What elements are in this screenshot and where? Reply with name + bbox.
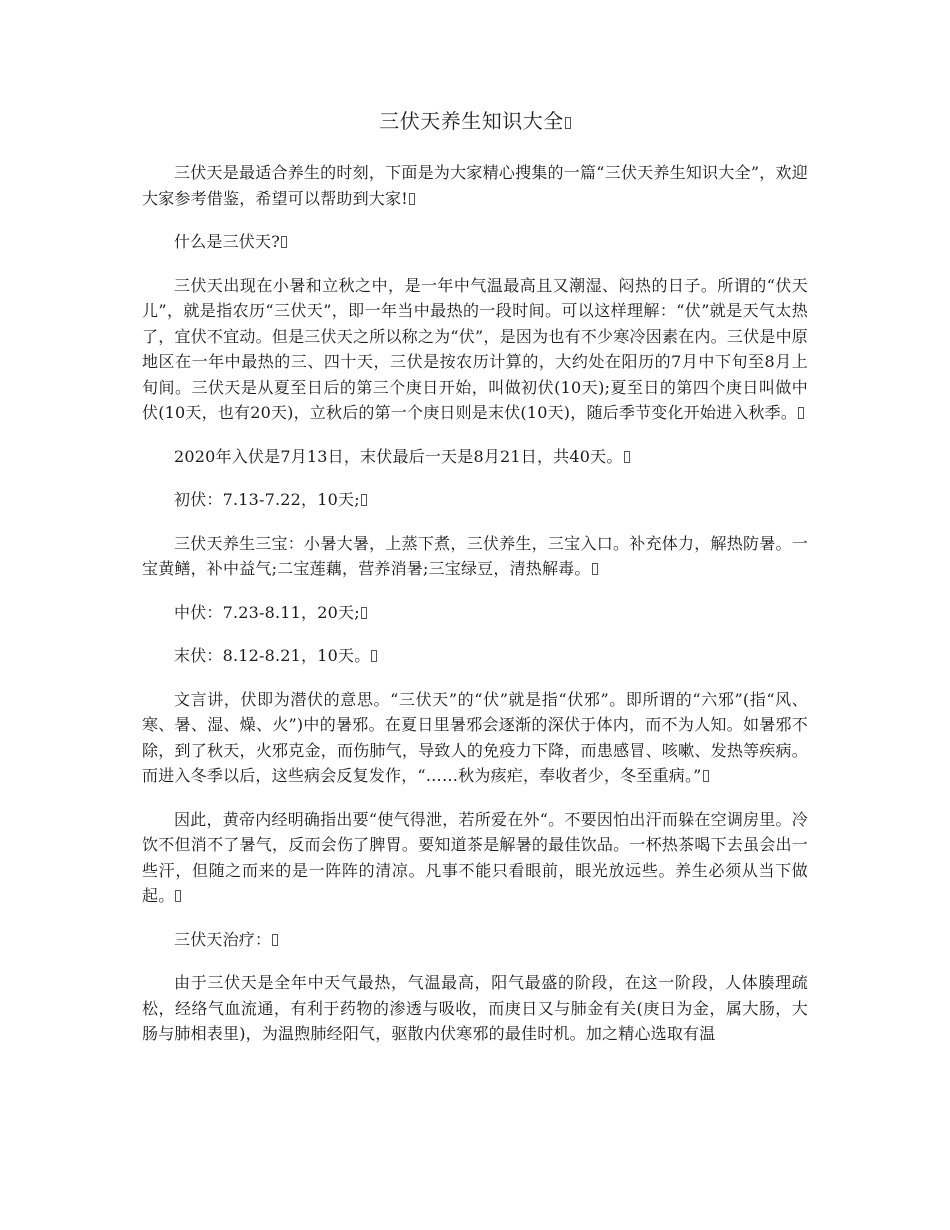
paragraph-text: 2020年入伏是7月13日，末伏最后一天是8月21日，共40天。 [174, 446, 623, 466]
paragraph-text: 中伏：7.23-8.11，20天; [174, 602, 360, 622]
paragraph-fuxie [142, 687, 808, 789]
paragraph-chufu [142, 487, 808, 513]
paragraph-mark-icon [624, 451, 630, 463]
paragraph-text: 三伏天养生三宝：小暑大暑，上蒸下煮，三伏养生，三宝入口。补充体力，解热防暑。一宝黄鳝，补中益气;二宝莲藕，营养消暑;三宝绿豆，清热解毒。 [142, 533, 808, 578]
paragraph-text: 三伏天是最适合养生的时刻，下面是为大家精心搜集的一篇“三伏天养生知识大全”，欢迎大家参考借鉴，希望可以帮助到大家! [142, 163, 808, 208]
paragraph-mark-icon [175, 890, 181, 902]
paragraph-mark-icon [565, 117, 571, 129]
paragraph-2020-dates [142, 444, 808, 470]
paragraph-text: 三伏天治疗： [174, 929, 272, 949]
paragraph-mofu [142, 643, 808, 669]
document-title: 三伏天养生知识大全 [379, 109, 564, 133]
document-title-wrap [0, 106, 950, 136]
paragraph-mark-icon [281, 236, 287, 248]
paragraph-zhongfu [142, 600, 808, 626]
paragraph-text: 末伏：8.12-8.21，10天。 [174, 646, 371, 665]
paragraph-mark-icon [361, 494, 367, 506]
paragraph-heading-treatment [142, 927, 808, 953]
paragraph-text: 因此，黄帝内经明确指出要“使气得泄，若所爱在外“。不要因怕出汗而躲在空调房里。冷饮不但消不了暑气，反而会伤了脾胃。要知道茶是解暑的最佳饮品。一杯热茶喝下去虽会出一些汗，但随之而来的是一阵阵的清凉。凡事不能只看眼前，眼光放远些。养生必须从当下做起。 [142, 809, 808, 905]
paragraph-heading-what [142, 229, 808, 255]
paragraph-text: 初伏：7.13-7.22，10天; [174, 490, 360, 509]
paragraph-mark-icon [361, 607, 367, 619]
paragraph-text: 由于三伏天是全年中天气最热，气温最高，阳气最盛的阶段，在这一阶段，人体腠理疏松，经络气血流通，有利于药物的渗透与吸收，而庚日又与肺金有关(庚日为金，属大肠，大肠与肺相表里)，为温煦肺经阳气，驱散内伏寒邪的最佳时机。加之精心选取有温 [142, 973, 808, 1043]
paragraph-treatment [142, 970, 808, 1047]
paragraph-intro [142, 160, 808, 211]
paragraph-text: 文言讲，伏即为潜伏的意思。“三伏天”的“伏”就是指“伏邪”。即所谓的“六邪”(指“风、寒、暑、湿、燥、火”)中的暑邪。在夏日里暑邪会逐渐的深伏于体内，而不为人知。如暑邪不除，到了秋天，火邪克金，而伤肺气，导致人的免疫力下降，而患感冒、咳嗽、发热等疾病。而进入冬季以后，这些病会反复发作，“……秋为痎疟，奉收者少，冬至重病。” [142, 689, 808, 785]
paragraph-mark-icon [703, 770, 709, 782]
paragraph-mark-icon [409, 193, 415, 205]
paragraph-mark-icon [798, 407, 804, 419]
paragraph-text: 什么是三伏天? [174, 232, 280, 251]
paragraph-definition [142, 273, 808, 426]
document-body [142, 160, 808, 1065]
paragraph-mark-icon [371, 650, 377, 662]
paragraph-mark-icon [272, 934, 278, 946]
paragraph-mark-icon [592, 563, 598, 575]
paragraph-text: 三伏天出现在小暑和立秋之中，是一年中气温最高且又潮湿、闷热的日子。所谓的“伏天儿”，就是指农历“三伏天”，即一年当中最热的一段时间。可以这样理解：“伏”就是天气太热了，宜伏不宜动。但是三伏天之所以称之为“伏”，是因为也有不少寒冷因素在内。三伏是中原地区在一年中最热的三、四十天，三伏是按农历计算的，大约处在阳历的7月中下旬至8月上旬间。三伏天是从夏至日后的第三个庚日开始，叫做初伏(10天);夏至日的第四个庚日叫做中伏(10天，也有20天)，立秋后的第一个庚日则是末伏(10天)，随后季节变化开始进入秋季。 [142, 275, 808, 422]
paragraph-three-treasures [142, 531, 808, 582]
paragraph-advice [142, 807, 808, 909]
